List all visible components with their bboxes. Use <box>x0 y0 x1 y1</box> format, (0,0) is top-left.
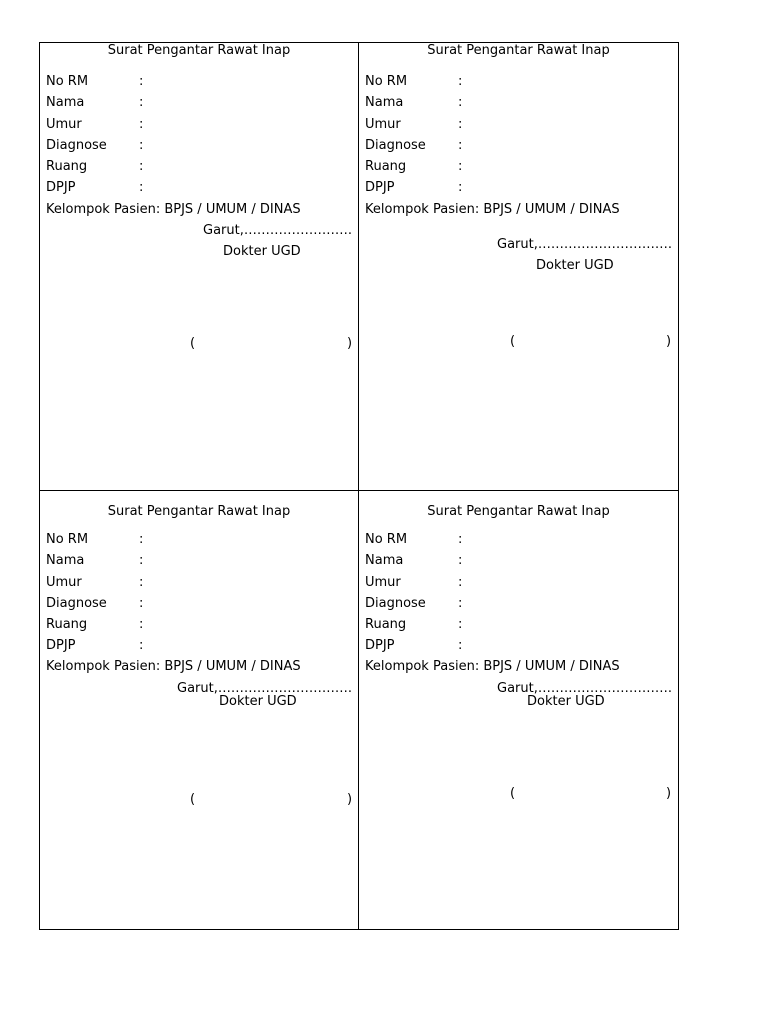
signature-paren-close: ) <box>666 334 672 349</box>
field-label: Ruang <box>46 617 88 632</box>
field-separator: : <box>139 575 144 590</box>
field-label: Nama <box>365 553 404 568</box>
doctor-title: Dokter UGD <box>536 258 614 273</box>
referral-card-top-left <box>39 42 359 491</box>
field-diagnose <box>46 596 143 611</box>
signature-paren-close: ) <box>347 792 353 807</box>
field-separator: : <box>458 180 463 195</box>
field-label: Umur <box>365 117 401 132</box>
field-separator: : <box>458 617 463 632</box>
patient-group-line: Kelompok Pasien: BPJS / UMUM / DINAS <box>46 659 301 674</box>
field-separator: : <box>139 159 144 174</box>
field-umur <box>365 575 462 590</box>
field-umur <box>46 117 143 132</box>
field-label: Nama <box>46 553 85 568</box>
field-separator: : <box>458 74 463 89</box>
field-label: No RM <box>46 74 89 89</box>
field-separator: : <box>458 638 463 653</box>
field-no-rm <box>365 74 462 89</box>
form-sheet <box>39 42 679 930</box>
field-separator: : <box>139 553 144 568</box>
field-nama <box>365 553 462 568</box>
signature-paren-open: ( <box>510 334 516 349</box>
field-label: Nama <box>365 95 404 110</box>
field-ruang <box>46 617 143 632</box>
field-no-rm <box>365 532 462 547</box>
field-diagnose <box>46 138 143 153</box>
doctor-title: Dokter UGD <box>223 244 301 259</box>
field-separator: : <box>139 74 144 89</box>
field-separator: : <box>458 596 463 611</box>
signature-paren-open: ( <box>190 336 196 351</box>
field-no-rm <box>46 532 143 547</box>
field-label: No RM <box>46 532 89 547</box>
field-label: Diagnose <box>365 138 426 153</box>
field-separator: : <box>458 159 463 174</box>
field-label: Umur <box>46 575 82 590</box>
field-umur <box>46 575 143 590</box>
field-ruang <box>365 617 462 632</box>
field-separator: : <box>458 575 463 590</box>
card-title: Surat Pengantar Rawat Inap <box>107 504 291 519</box>
field-label: Nama <box>46 95 85 110</box>
doctor-title: Dokter UGD <box>527 694 605 709</box>
place-date-line: Garut,…………………………. <box>497 681 672 696</box>
field-label: DPJP <box>46 638 76 653</box>
field-dpjp <box>365 638 462 653</box>
field-separator: : <box>458 138 463 153</box>
place-date-line: Garut,…………………………. <box>497 237 672 252</box>
signature-paren-open: ( <box>510 786 516 801</box>
field-separator: : <box>139 596 144 611</box>
field-separator: : <box>139 617 144 632</box>
referral-card-bottom-left <box>39 490 359 930</box>
field-separator: : <box>139 532 144 547</box>
field-label: Umur <box>365 575 401 590</box>
field-umur <box>365 117 462 132</box>
field-separator: : <box>458 553 463 568</box>
field-label: Ruang <box>46 159 88 174</box>
signature-paren-open: ( <box>190 792 196 807</box>
field-separator: : <box>139 138 144 153</box>
referral-card-top-right <box>358 42 679 491</box>
field-separator: : <box>139 638 144 653</box>
field-label: Ruang <box>365 617 407 632</box>
field-ruang <box>46 159 143 174</box>
field-separator: : <box>139 180 144 195</box>
signature-paren-close: ) <box>666 786 672 801</box>
field-dpjp <box>365 180 462 195</box>
field-separator: : <box>139 95 144 110</box>
field-label: No RM <box>365 74 408 89</box>
field-diagnose <box>365 138 462 153</box>
field-label: DPJP <box>365 180 395 195</box>
field-no-rm <box>46 74 143 89</box>
card-title: Surat Pengantar Rawat Inap <box>107 43 291 58</box>
signature-paren-close: ) <box>347 336 353 351</box>
field-label: DPJP <box>46 180 76 195</box>
field-separator: : <box>458 532 463 547</box>
card-title: Surat Pengantar Rawat Inap <box>427 504 610 519</box>
field-label: Ruang <box>365 159 407 174</box>
referral-card-bottom-right <box>358 490 679 930</box>
field-dpjp <box>46 180 143 195</box>
patient-group-line: Kelompok Pasien: BPJS / UMUM / DINAS <box>46 202 301 217</box>
doctor-title: Dokter UGD <box>219 694 297 709</box>
place-date-line: Garut,…………………………. <box>177 681 352 696</box>
field-label: Diagnose <box>365 596 426 611</box>
field-ruang <box>365 159 462 174</box>
patient-group-line: Kelompok Pasien: BPJS / UMUM / DINAS <box>365 659 620 674</box>
field-nama <box>46 95 143 110</box>
field-separator: : <box>458 117 463 132</box>
field-diagnose <box>365 596 462 611</box>
field-label: DPJP <box>365 638 395 653</box>
field-nama <box>46 553 143 568</box>
field-label: Diagnose <box>46 596 107 611</box>
field-separator: : <box>139 117 144 132</box>
place-date-line: Garut,……………………. <box>203 223 352 238</box>
field-label: No RM <box>365 532 408 547</box>
patient-group-line: Kelompok Pasien: BPJS / UMUM / DINAS <box>365 202 620 217</box>
field-dpjp <box>46 638 143 653</box>
field-label: Diagnose <box>46 138 107 153</box>
field-separator: : <box>458 95 463 110</box>
field-label: Umur <box>46 117 82 132</box>
card-title: Surat Pengantar Rawat Inap <box>427 43 610 58</box>
field-nama <box>365 95 462 110</box>
